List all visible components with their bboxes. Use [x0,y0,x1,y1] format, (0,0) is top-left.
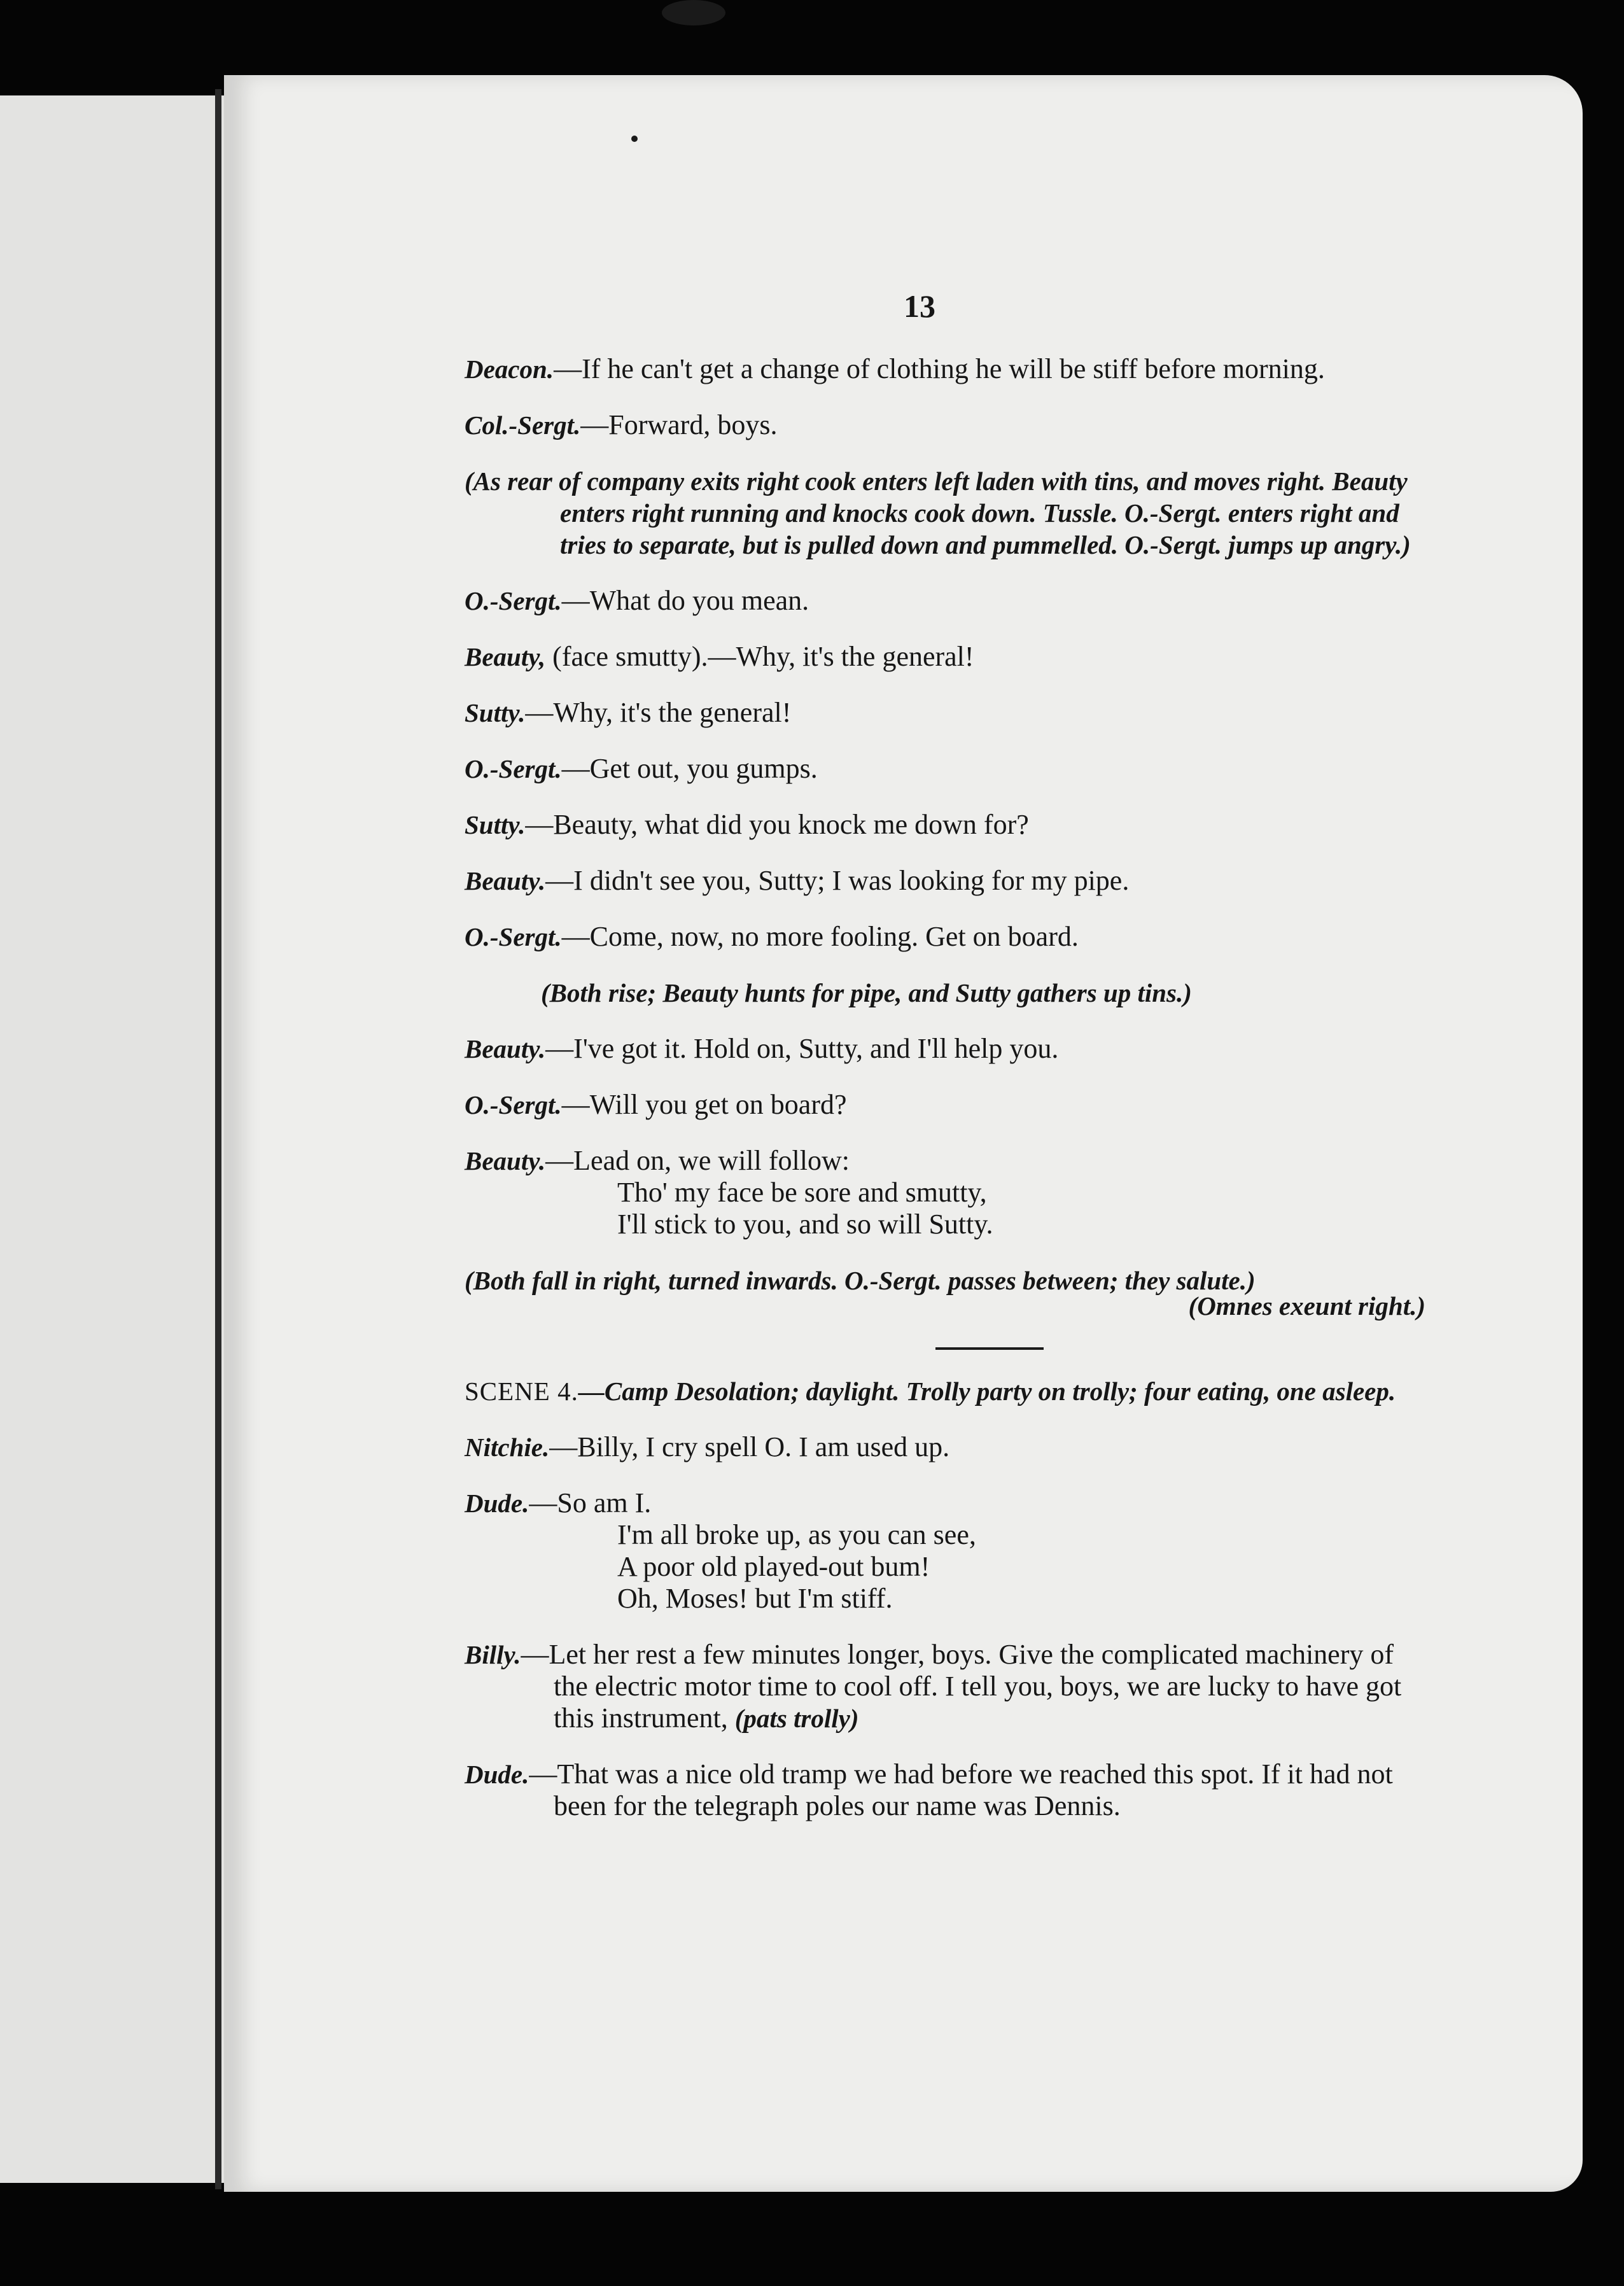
verse-block [554,1519,1425,1615]
speech-text: (face smutty).—Why, it's the general! [545,641,974,672]
exit-direction: (Omnes exeunt right.) [1188,1291,1425,1321]
speech-line [465,1758,1425,1822]
speech-line [465,1089,1425,1121]
speaker-name: Beauty. [465,1034,546,1063]
speaker-name: Dude. [465,1760,529,1789]
verse-line: Oh, Moses! but I'm stiff. [617,1583,893,1614]
scene-description: —Camp Desolation; daylight. Trolly party on trolly; four eating, one asleep. [578,1377,1396,1406]
speaker-name: Sutty. [465,810,526,839]
speech-line [465,409,1425,441]
speaker-name: Beauty. [465,866,546,895]
speech-text: —I've got it. Hold on, Sutty, and I'll help you. [545,1033,1059,1064]
speech-text: —Let her rest a few minutes longer, boys. Give the complicated machinery of the electric motor time to cool off. I tell you, boys, we are lucky to have got this instrument, [521,1639,1402,1734]
scene-divider [935,1347,1044,1350]
speech-line [465,585,1425,617]
speaker-name: O.-Sergt. [465,1090,562,1119]
speech-text: —That was a nice old tramp we had before we reached this spot. If it had not been for the telegraph poles our name was Dennis. [529,1758,1393,1821]
speech-text: —I didn't see you, Sutty; I was looking for my pipe. [545,865,1130,896]
verse-line: I'm all broke up, as you can see, [617,1519,976,1550]
speaker-name: Beauty. [465,1146,546,1175]
speaker-name: O.-Sergt. [465,754,562,783]
play-text [465,353,1425,1846]
verse-block [554,1177,1425,1240]
speaker-name: Col.-Sergt. [465,410,581,440]
verse-line: A poor old played-out bum! [617,1551,930,1582]
speech-line [465,353,1425,385]
speech-line [465,809,1425,841]
scene-label: SCENE 4. [465,1377,578,1406]
speech-text: —Come, now, no more fooling. Get on board. [561,921,1079,952]
speaker-name: Dude. [465,1489,529,1518]
left-page [0,95,249,2183]
ink-dot [631,136,638,142]
speech-verse [465,1145,1425,1240]
speech-line [465,1431,1425,1463]
stage-direction: (As rear of company exits right cook enters left laden with tins, and moves right. Beauty enters right running and knocks cook down. Tussle. O.-Sergt. enters right and tries to separate, but is pulled down and pummelled. O.-Sergt. jumps up angry.) [465,466,1411,559]
verse-line: —Lead on, we will follow: [545,1145,850,1176]
speech-text: —Billy, I cry spell O. I am used up. [549,1431,950,1462]
verse-line: —So am I. [529,1487,652,1518]
speech-line [465,1639,1425,1734]
speaker-name: Deacon. [465,354,554,384]
speech-line [465,641,1425,673]
speech-line [465,865,1425,897]
inline-direction: (pats trolly) [734,1704,859,1733]
ink-blot [662,0,725,25]
speech-line [465,697,1425,729]
speech-text: —Get out, you gumps. [561,753,818,784]
stage-direction: (Both rise; Beauty hunts for pipe, and Sutty gathers up tins.) [541,978,1192,1007]
speaker-name: Sutty. [465,698,526,727]
speech-text: —Forward, boys. [580,409,778,440]
speaker-name: O.-Sergt. [465,922,562,951]
speech-text: —Why, it's the general! [525,697,792,728]
speech-line [465,753,1425,785]
speech-text: —What do you mean. [561,585,809,616]
speech-text: —If he can't get a change of clothing he will be stiff before morning. [554,353,1325,384]
speech-verse [465,1487,1425,1615]
stage-direction: (Both fall in right, turned inwards. O.-Sergt. passes between; they salute.) [465,1266,1256,1295]
scene-heading [465,1375,1425,1407]
speaker-name: Billy. [465,1640,521,1669]
book-spine [215,89,221,2189]
verse-line: I'll stick to you, and so will Sutty. [617,1209,993,1240]
page-number: 13 [904,288,935,324]
speaker-name: O.-Sergt. [465,586,562,615]
speaker-name: Beauty, [465,642,546,671]
speech-text: —Beauty, what did you knock me down for? [525,809,1029,840]
speech-text: —Will you get on board? [561,1089,847,1120]
speaker-name: Nitchie. [465,1433,550,1462]
verse-line: Tho' my face be sore and smutty, [617,1177,987,1208]
speech-line [465,921,1425,953]
speech-line [465,1033,1425,1065]
